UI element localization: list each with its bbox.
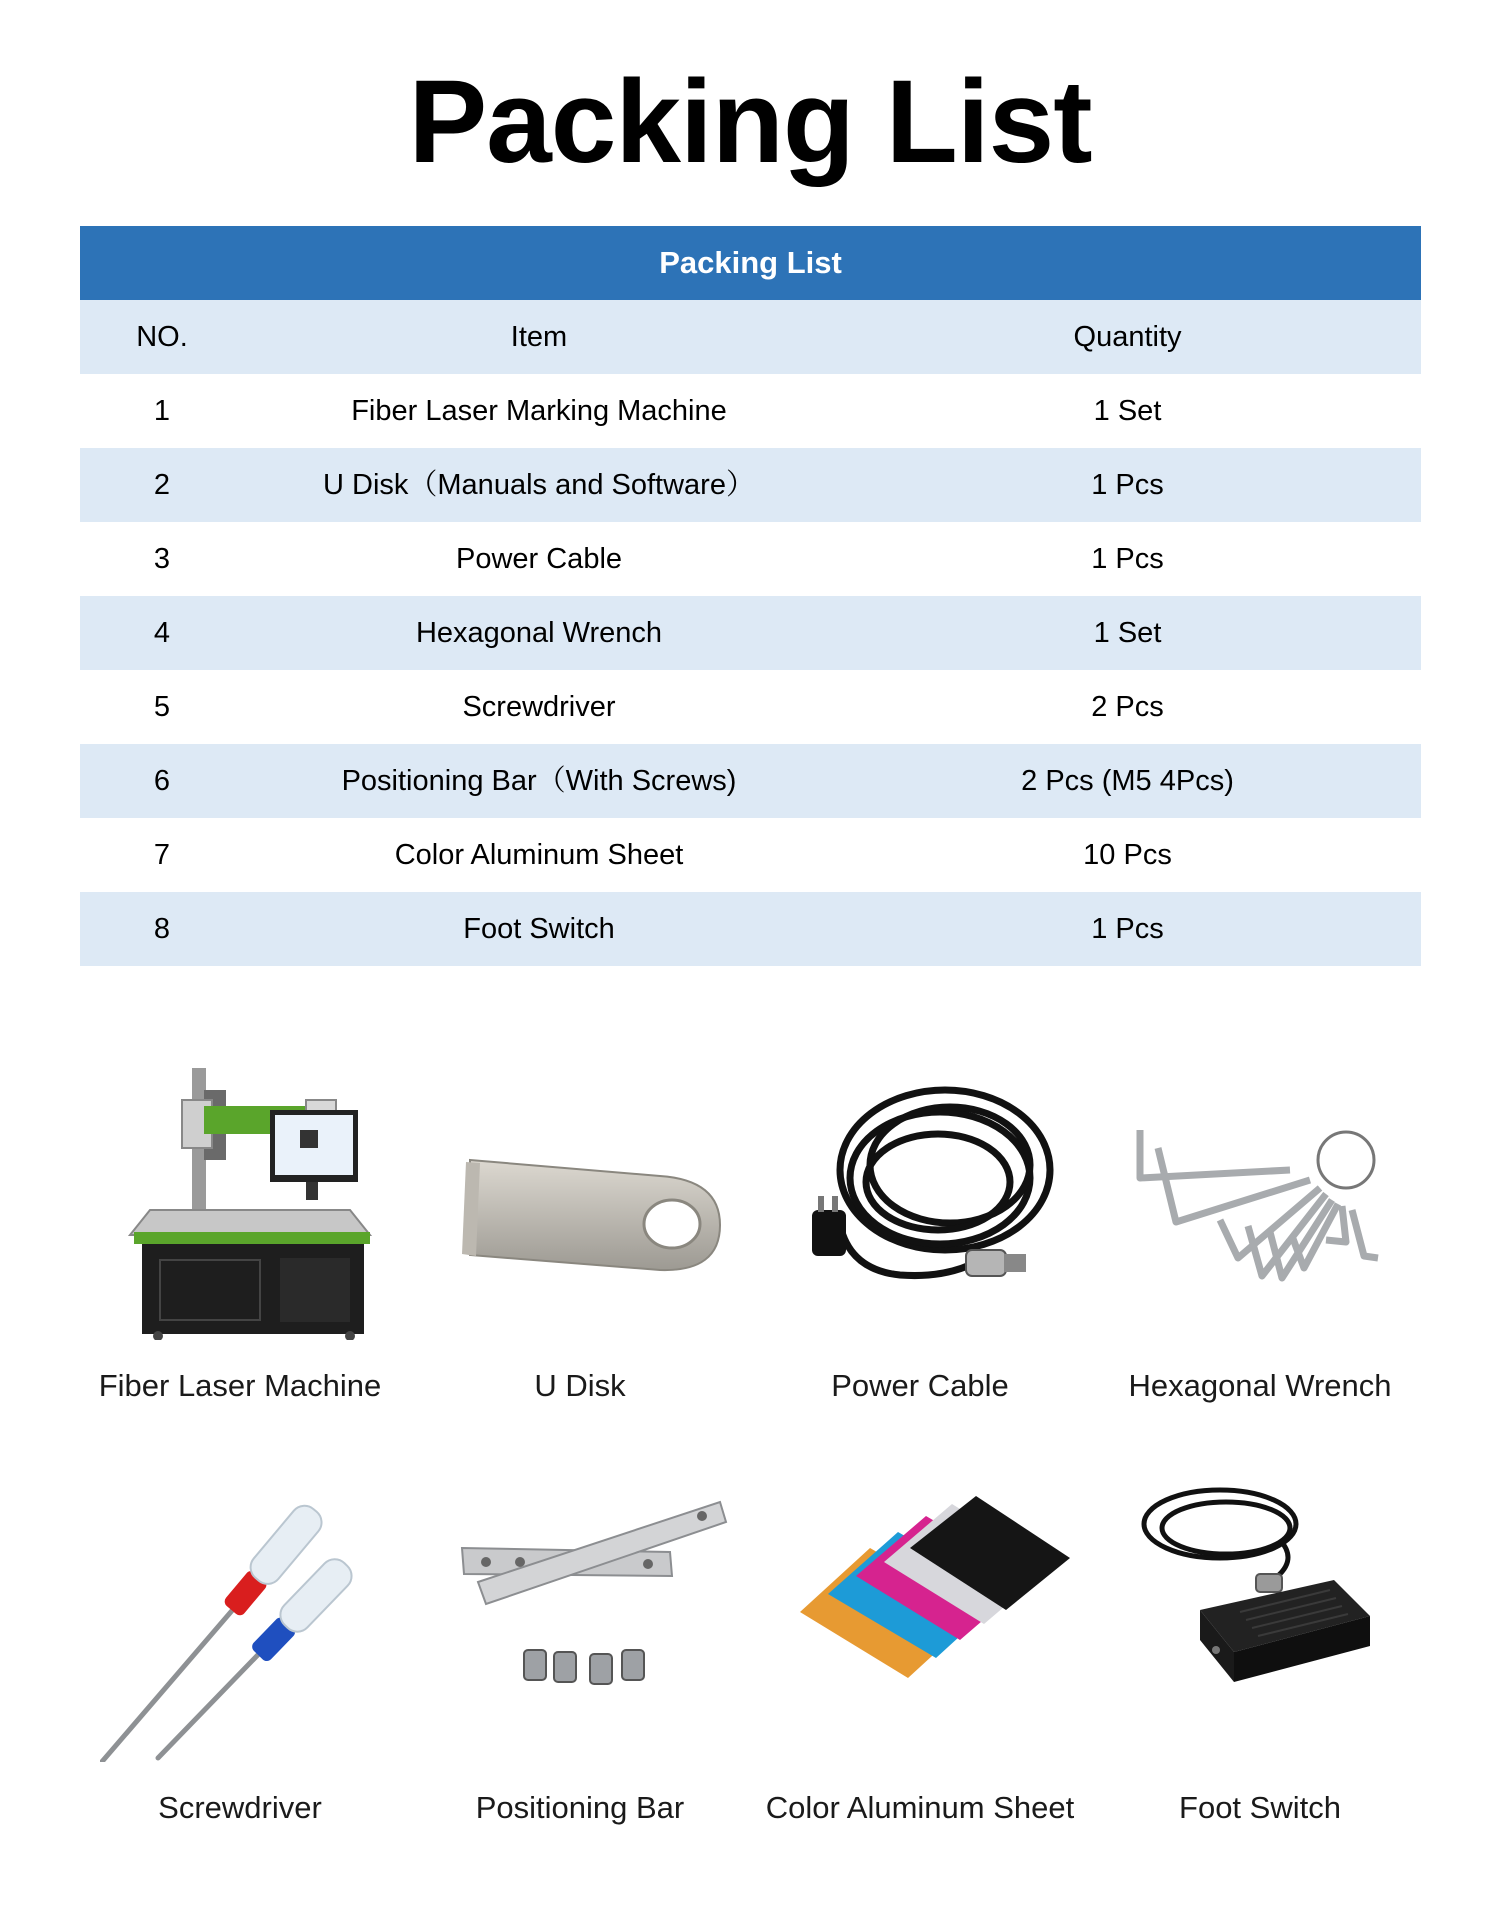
row-number: 1 [153,394,171,427]
column-header-no: NO. [80,300,244,374]
table-row [80,596,1421,670]
row-item: Positioning Bar（With Screws) [244,744,834,818]
row-quantity: 1 Set [834,596,1421,670]
product-caption: Hexagonal Wrench [1128,1368,1392,1403]
table-row [80,448,1421,522]
positioning-bar-icon [440,1482,740,1762]
column-header-item: Item [244,300,834,374]
row-quantity: 1 Pcs [834,448,1421,522]
row-number: 8 [80,892,244,966]
row-item: Fiber Laser Marking Machine [351,394,727,427]
table-row [80,374,1421,448]
product-caption: U Disk [534,1368,626,1403]
row-number: 4 [80,596,244,670]
page-title: Packing List [408,56,1092,188]
row-item: Hexagonal Wrench [244,596,834,670]
row-quantity: 1 Pcs [834,892,1421,966]
row-item: Foot Switch [244,892,834,966]
row-item: Screwdriver [462,690,616,723]
row-item: Power Cable [455,542,623,575]
row-quantity: 2 Pcs [1091,690,1164,723]
product-caption: Foot Switch [1179,1790,1341,1825]
table-row [80,818,1421,892]
table-caption: Packing List [80,226,1421,300]
product-caption: Screwdriver [158,1790,322,1825]
table-header-row [80,300,1421,374]
product-caption: Fiber Laser Machine [98,1368,382,1403]
product-caption: Color Aluminum Sheet [765,1790,1075,1825]
table-row [80,744,1421,818]
row-quantity: 1 Pcs [1091,542,1164,575]
aluminum-sheet-icon [780,1482,1080,1762]
product-caption: Positioning Bar [475,1790,685,1825]
hex-wrench-icon [1120,1060,1420,1340]
row-number: 6 [80,744,244,818]
table-row [80,522,1421,596]
row-number: 2 [80,448,244,522]
column-header-quantity: Quantity [834,300,1421,374]
row-quantity: 1 Set [1093,394,1162,427]
row-item: Color Aluminum Sheet [394,838,684,871]
row-number: 3 [153,542,171,575]
row-quantity: 10 Pcs [1083,838,1172,871]
row-quantity: 2 Pcs (M5 4Pcs) [834,744,1421,818]
table-row [80,670,1421,744]
packing-list-table [80,226,1421,966]
table-row [80,892,1421,966]
usb-disk-icon [440,1060,740,1340]
row-item: U Disk（Manuals and Software） [244,448,834,522]
laser-machine-icon [100,1060,400,1340]
row-number: 5 [153,690,171,723]
product-caption: Power Cable [831,1368,1009,1403]
row-number: 7 [153,838,171,871]
power-cable-icon [780,1060,1080,1340]
foot-switch-icon [1120,1482,1420,1762]
screwdriver-icon [100,1482,400,1762]
